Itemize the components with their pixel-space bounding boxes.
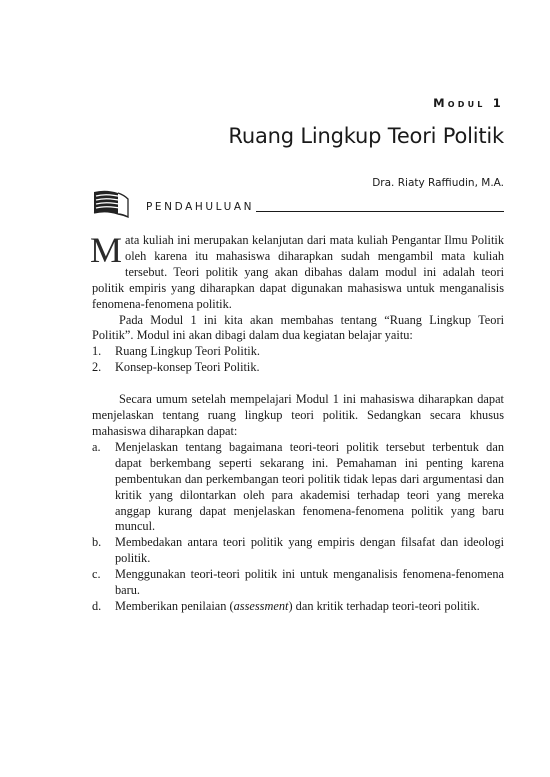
drop-cap: M	[90, 230, 123, 270]
author-name: Dra. Riaty Raffiudin, M.A.	[372, 177, 504, 189]
list-item: b. Membedakan antara teori politik yang empiris dengan filsafat dan ideologi politik.	[92, 535, 504, 566]
list-item: 1. Ruang Lingkup Teori Politik.	[92, 344, 260, 359]
list-item: d. Memberikan penilaian (assessment) dan kritik terhadap teori-teori politik.	[92, 598, 480, 613]
list-item: a. Menjelaskan tentang bagaimana teori-teori politik tersebut terbentuk dan dapat berkembang seperti sekarang ini. Pemahaman ini penting karena pembentukan dan perkembangan teori politik tidak lepas dari argumentasi dan kritik yang dilontarkan oleh para akademisi terhadap teori yang mereka anggap kurang dapat menjelaskan fenomena-fenomena politik yang baru muncul.	[92, 439, 504, 534]
section-heading-text: PENDAHULUAN	[146, 201, 255, 213]
list-item: c. Menggunakan teori-teori politik ini untuk menganalisis fenomena-fenomena baru.	[92, 567, 504, 598]
objectives-list	[92, 440, 504, 615]
intro-paragraph: Mata kuliah ini merupakan kelanjutan dari mata kuliah Pengantar Ilmu Politik oleh karena itu mahasiswa diharapkan sudah mengambil mata kuliah tersebut. Teori politik yang akan dibahas dalam modul ini adalah teori politik empiris yang diharapkan dapat digunakan mahasiswa untuk menganalisis fenomena-fenomena politik.	[90, 230, 504, 311]
body-text	[90, 230, 504, 615]
page-title: Ruang Lingkup Teori Politik	[228, 124, 504, 148]
paragraph-3: Secara umum setelah mempelajari Modul 1 ini mahasiswa diharapkan dapat menjelaskan tentang ruang lingkup teori politik. Sedangkan secara khusus mahasiswa diharapkan dapat:	[92, 392, 504, 438]
module-label: Modul 1	[433, 96, 504, 110]
book-pages-icon	[92, 190, 130, 218]
section-heading	[146, 198, 504, 212]
paragraph-2: Pada Modul 1 ini kita akan membahas tentang “Ruang Lingkup Teori Politik”. Modul ini akan dibagi dalam dua kegiatan belajar yaitu:	[92, 312, 504, 343]
list-item: 2. Konsep-konsep Teori Politik.	[92, 360, 260, 375]
activity-list	[92, 344, 504, 376]
